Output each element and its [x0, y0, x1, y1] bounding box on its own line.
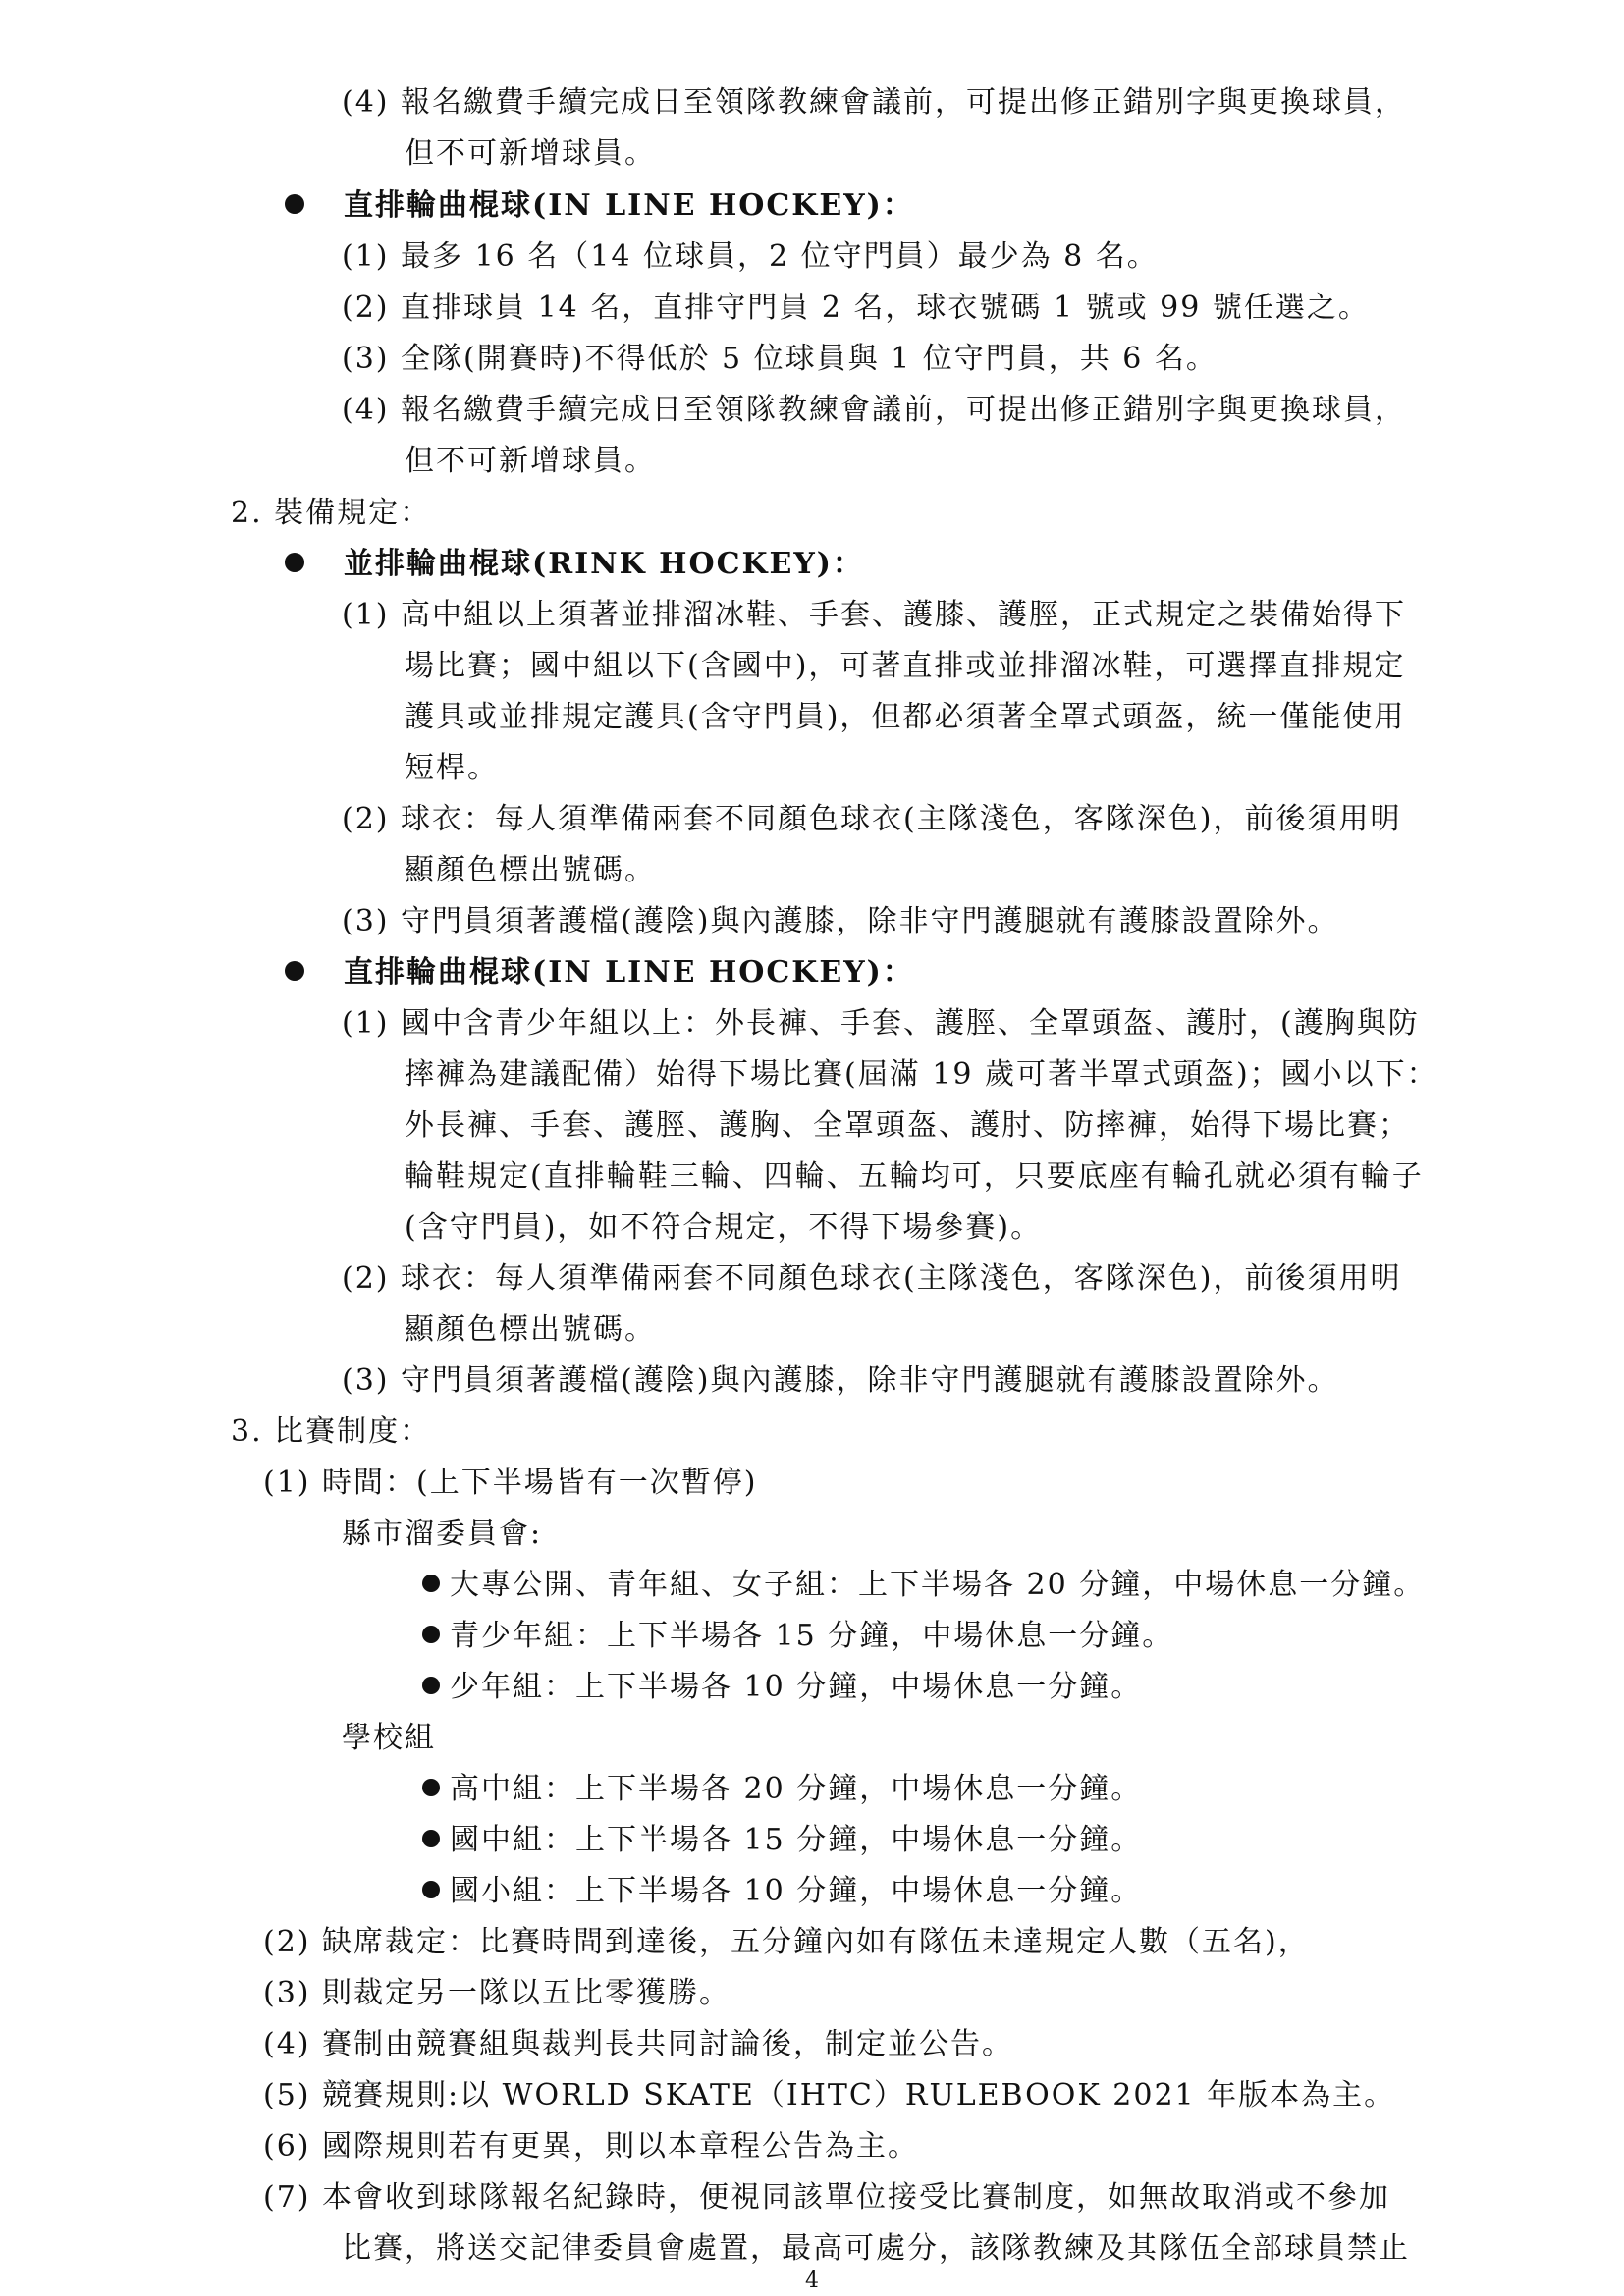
bullet-icon [422, 1779, 440, 1796]
text-line: (3) 守門員須著護檔(護陰)與內護膝，除非守門護腿就有護膝設置除外。 [342, 1363, 1339, 1398]
text-line: 摔褲為建議配備）始得下場比賽(屆滿 19 歲可著半罩式頭盔)；國小以下： [405, 1057, 1438, 1092]
list-item: 國中組：上下半場各 15 分鐘，中場休息一分鐘。 [422, 1821, 1142, 1860]
text-line: 但不可新增球員。 [405, 136, 656, 171]
text-line: 比賽，將送交記律委員會處置，最高可處分，該隊教練及其隊伍全部球員禁止 [342, 2231, 1410, 2266]
text-line: (含守門員)，如不符合規定，不得下場參賽)。 [405, 1210, 1043, 1245]
section-title-equipment: 2. 裝備規定： [231, 496, 432, 530]
list-item: 國小組：上下半場各 10 分鐘，中場休息一分鐘。 [422, 1872, 1142, 1911]
text-line: (3) 則裁定另一隊以五比零獲勝。 [263, 1976, 731, 2010]
text-line: (4) 報名繳費手續完成日至領隊教練會議前，可提出修正錯別字與更換球員， [342, 85, 1407, 120]
text-line: 護具或並排規定護具(含守門員)，但都必須著全罩式頭盔，統一僅能使用 [405, 700, 1406, 734]
subheading-county: 縣市溜委員會: [342, 1517, 543, 1551]
bullet-icon [422, 1830, 440, 1847]
text-line: 顯顏色標出號碼。 [405, 853, 656, 887]
section-heading-rink-hockey [285, 545, 864, 584]
page-number: 4 [805, 2269, 819, 2293]
list-item: 高中組：上下半場各 20 分鐘，中場休息一分鐘。 [422, 1770, 1142, 1809]
list-item: 青少年組：上下半場各 15 分鐘，中場休息一分鐘。 [422, 1617, 1173, 1656]
text-line: (1) 最多 16 名（14 位球員，2 位守門員）最少為 8 名。 [342, 240, 1159, 274]
section-heading-inline-hockey [285, 187, 914, 226]
list-item: 大專公開、青年組、女子組：上下半場各 20 分鐘，中場休息一分鐘。 [422, 1566, 1425, 1605]
text-line: 輪鞋規定(直排輪鞋三輪、四輪、五輪均可，只要底座有輪孔就必須有輪子 [405, 1159, 1424, 1194]
text-line: (2) 缺席裁定：比賽時間到達後，五分鐘內如有隊伍未達規定人數（五名)， [263, 1925, 1310, 1959]
subheading-school: 學校組 [342, 1721, 436, 1755]
text-line: (2) 直排球員 14 名，直排守門員 2 名，球衣號碼 1 號或 99 號任選之。 [342, 291, 1370, 325]
text-line: (5) 競賽規則:以 WORLD SKATE（IHTC）RULEBOOK 2021 年版本為主。 [263, 2078, 1396, 2112]
bullet-icon [422, 1575, 440, 1592]
text-line: 短桿。 [405, 751, 499, 785]
text-line: (2) 球衣：每人須準備兩套不同顏色球衣(主隊淺色，客隊深色)，前後須用明 [342, 1261, 1402, 1296]
text-line: 外長褲、手套、護脛、護胸、全罩頭盔、護肘、防摔褲，始得下場比賽； [405, 1108, 1410, 1143]
bullet-icon [422, 1626, 440, 1643]
text-line: (4) 賽制由競賽組與裁判長共同討論後，制定並公告。 [263, 2027, 1014, 2061]
section-title-competition: 3. 比賽制度： [231, 1415, 432, 1449]
bullet-icon [285, 194, 304, 214]
bullet-icon [422, 1881, 440, 1898]
heading-text: 直排輪曲棍球(IN LINE HOCKEY)： [344, 188, 914, 223]
heading-text: 直排輪曲棍球(IN LINE HOCKEY)： [344, 955, 914, 989]
text-line: (2) 球衣：每人須準備兩套不同顏色球衣(主隊淺色，客隊深色)，前後須用明 [342, 802, 1402, 836]
text-line: (1) 高中組以上須著並排溜冰鞋、手套、護膝、護脛，正式規定之裝備始得下 [342, 598, 1407, 632]
list-item: 少年組：上下半場各 10 分鐘，中場休息一分鐘。 [422, 1668, 1142, 1707]
text-line: (3) 全隊(開賽時)不得低於 5 位球員與 1 位守門員，共 6 名。 [342, 342, 1218, 376]
text-line: (1) 國中含青少年組以上：外長褲、手套、護脛、全罩頭盔、護肘，(護胸與防 [342, 1006, 1420, 1041]
heading-text: 並排輪曲棍球(RINK HOCKEY)： [344, 547, 865, 581]
text-line: (7) 本會收到球隊報名紀錄時，便視同該單位接受比賽制度，如無故取消或不參加 [263, 2180, 1391, 2215]
text-line: (4) 報名繳費手續完成日至領隊教練會議前，可提出修正錯別字與更換球員， [342, 393, 1407, 427]
text-line: (1) 時間：(上下半場皆有一次暫停) [263, 1466, 758, 1500]
bullet-icon [285, 961, 304, 981]
text-line: 但不可新增球員。 [405, 444, 656, 478]
text-line: (6) 國際規則若有更異，則以本章程公告為主。 [263, 2129, 920, 2163]
text-line: 場比賽；國中組以下(含國中)，可著直排或並排溜冰鞋，可選擇直排規定 [405, 649, 1406, 683]
text-line: 顯顏色標出號碼。 [405, 1312, 656, 1347]
section-heading-inline-hockey-equipment [285, 953, 914, 992]
bullet-icon [285, 553, 304, 572]
bullet-icon [422, 1677, 440, 1694]
text-line: (3) 守門員須著護檔(護陰)與內護膝，除非守門護腿就有護膝設置除外。 [342, 904, 1339, 938]
